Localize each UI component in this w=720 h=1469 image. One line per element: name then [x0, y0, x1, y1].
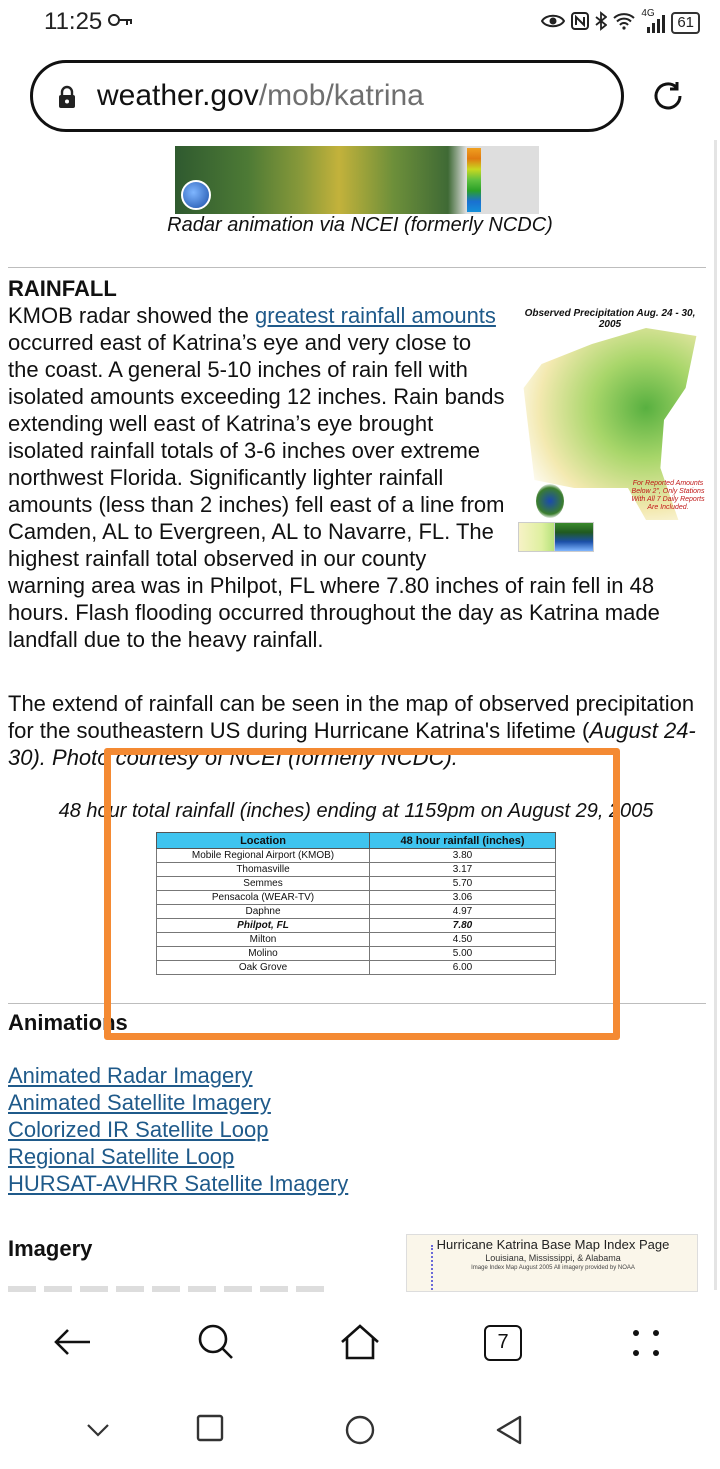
chevron-down-icon[interactable]: [84, 1420, 112, 1445]
url-domain: weather.gov: [97, 79, 259, 112]
column-header-location: Location: [157, 833, 370, 849]
animations-links: [8, 1062, 348, 1197]
cell-rainfall: 3.06: [370, 891, 556, 905]
cell-location: Pensacola (WEAR-TV): [157, 891, 370, 905]
radar-caption: Radar animation via NCEI (formerly NCDC): [167, 214, 553, 236]
basemap-footnote: Image Index Map August 2005 All imagery provided by NOAA: [471, 1265, 635, 1271]
map-note: For Reported Amounts Below 2", Only Stations With All 7 Daily Reports Are Included.: [631, 480, 705, 511]
back-triangle-icon[interactable]: [494, 1414, 524, 1451]
cell-rainfall: 7.80: [370, 919, 556, 933]
imagery-heading: Imagery: [8, 1236, 93, 1261]
url-path: /mob/katrina: [258, 79, 424, 112]
cell-rainfall: 5.70: [370, 877, 556, 891]
basemap-subtitle: Louisiana, Mississippi, & Alabama: [485, 1253, 621, 1263]
cell-rainfall: 6.00: [370, 961, 556, 975]
scrollbar[interactable]: [714, 140, 717, 1290]
cell-location: Philpot, FL: [157, 919, 370, 933]
cell-rainfall: 3.17: [370, 863, 556, 877]
reload-icon[interactable]: [648, 76, 688, 116]
radar-image: [175, 146, 539, 214]
bluetooth-icon: [595, 11, 607, 36]
animations-heading: Animations: [8, 1010, 128, 1035]
cell-location: Milton: [157, 933, 370, 947]
system-navigation-bar: [0, 1392, 720, 1469]
rainfall-heading: RAINFALL: [8, 276, 117, 301]
rainfall-paragraph: [8, 302, 708, 653]
cell-rainfall: 4.97: [370, 905, 556, 919]
address-bar[interactable]: [30, 60, 624, 132]
home-icon[interactable]: [338, 1320, 382, 1364]
rainfall-text-rest: occurred east of Katrina’s eye and very close to the coast. A general 5-10 inches of rain fell with isolated amounts exceeding 12 inches. Rain bands extending well east of Katrina’s eye brought isolated rainfall totals of 3-6 inches over extreme northwest Florida. Significantly lighter rainfall amounts (less than 2 inches) fell east of a line from Camden, AL to Evergreen, AL to Navarre, FL. The highest rainfall total observed in our county warning area was in Philpot, FL where 7.80 inches of rain fell in 48 hours. Flash flooding occurred throughout the day as Katrina made landfall due to the heavy rainfall.: [8, 330, 660, 652]
status-icons: [541, 8, 700, 38]
cell-rainfall: 5.00: [370, 947, 556, 961]
network-type: 4G: [641, 8, 655, 19]
arrow-left-icon[interactable]: [50, 1320, 94, 1364]
battery-indicator: 61: [671, 12, 700, 34]
column-header-rainfall: 48 hour rainfall (inches): [370, 833, 556, 849]
cell-location: Thomasville: [157, 863, 370, 877]
search-icon[interactable]: [194, 1320, 238, 1364]
cell-location: Semmes: [157, 877, 370, 891]
eye-icon: [541, 13, 565, 34]
extend-text-start: The extend of rainfall can be seen in the map of observed precipitation for the southeastern US during Hurricane Katrina's lifetime (: [8, 691, 695, 743]
url-text[interactable]: [97, 79, 424, 113]
divider: [8, 267, 706, 268]
annotation-highlight-box: [104, 748, 620, 1040]
page-content: [0, 140, 720, 1292]
link-animated-radar[interactable]: Animated Radar Imagery: [8, 1063, 253, 1088]
nfc-icon: [571, 12, 589, 35]
map-heavy-rain: [536, 484, 564, 518]
status-time: 11:25: [44, 8, 103, 35]
recents-icon[interactable]: [196, 1414, 224, 1447]
link-colorized-ir[interactable]: Colorized IR Satellite Loop: [8, 1117, 269, 1142]
rainfall-text-start: KMOB radar showed the: [8, 303, 256, 328]
map-scale-high: [554, 522, 594, 552]
precipitation-map[interactable]: [514, 304, 706, 554]
more-dots-icon[interactable]: [622, 1320, 666, 1364]
extend-text-italic: August 24-30). Photo courtesy of NCEI (formerly NCDC).: [8, 718, 696, 770]
cell-rainfall: 3.80: [370, 849, 556, 863]
cell-location: Mobile Regional Airport (KMOB): [157, 849, 370, 863]
tabs-icon[interactable]: 7: [484, 1325, 522, 1361]
greatest-rainfall-link[interactable]: greatest rainfall amounts: [255, 303, 496, 328]
basemap-image[interactable]: [406, 1234, 698, 1292]
basemap-title: Hurricane Katrina Base Map Index Page: [436, 1237, 670, 1252]
radar-legend: [467, 148, 481, 212]
link-animated-satellite[interactable]: Animated Satellite Imagery: [8, 1090, 271, 1115]
link-regional-satellite[interactable]: Regional Satellite Loop: [8, 1144, 235, 1169]
map-title: Observed Precipitation Aug. 24 - 30, 2005: [524, 308, 696, 330]
lock-icon: [57, 85, 77, 114]
browser-toolbar: [0, 1292, 720, 1392]
status-bar: [0, 0, 720, 50]
cell-location: Oak Grove: [157, 961, 370, 975]
table-caption: 48 hour total rainfall (inches) ending at 1159pm on August 29, 2005: [58, 800, 654, 822]
link-hursat-avhrr[interactable]: HURSAT-AVHRR Satellite Imagery: [8, 1171, 349, 1196]
home-circle-icon[interactable]: [344, 1414, 376, 1451]
wifi-icon: [613, 12, 635, 35]
signal-icon: [641, 8, 665, 34]
cell-location: Molino: [157, 947, 370, 961]
cell-location: Daphne: [157, 905, 370, 919]
vpn-key-icon: [108, 12, 134, 33]
noaa-logo: [181, 180, 211, 210]
cell-rainfall: 4.50: [370, 933, 556, 947]
